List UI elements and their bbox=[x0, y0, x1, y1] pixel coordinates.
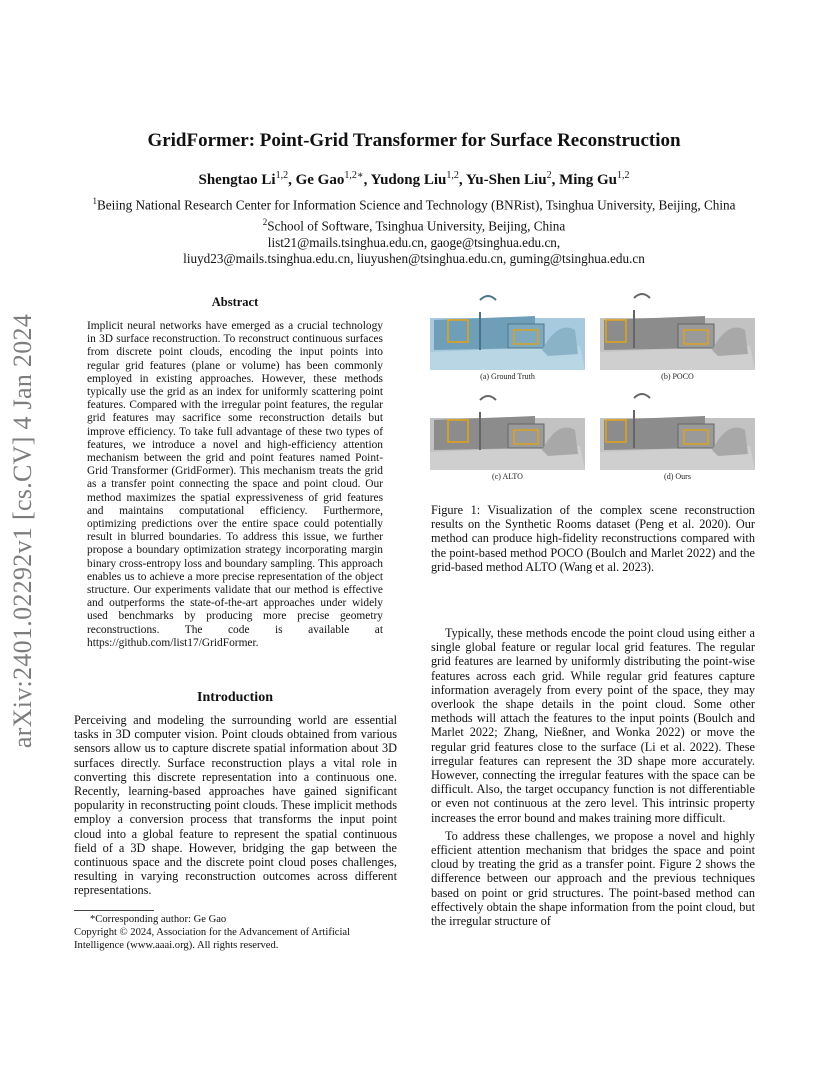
figure-caption: Figure 1: Visualization of the complex scene reconstruction results on the Synthetic Rooms dataset (Peng et al. 2020). Our method can produce high-fidelity reconstructions compared with the point-based method POCO (Boulch and Marlet 2022) and the grid-based method ALTO (Wang et al. 2023). bbox=[431, 503, 755, 574]
author-affiliation-mark: 1,2∗ bbox=[344, 170, 364, 181]
author-name: Yudong Liu bbox=[370, 172, 447, 188]
paper-title: GridFormer: Point-Grid Transformer for Surface Reconstruction bbox=[147, 130, 681, 151]
footnote-rule bbox=[74, 910, 154, 911]
render-image bbox=[430, 390, 585, 470]
author-affiliation-mark: 1,2 bbox=[446, 170, 459, 181]
affiliation-text: School of Software, Tsinghua University, Beijing, China bbox=[267, 218, 566, 234]
email-line: liuyd23@mails.tsinghua.edu.cn, liuyushen@tsinghua.edu.cn, guming@tsinghua.edu.cn bbox=[183, 251, 645, 267]
render-image bbox=[600, 390, 755, 470]
render-image bbox=[600, 290, 755, 370]
subcaption: (a) Ground Truth bbox=[480, 372, 535, 381]
figure-panel-alto bbox=[430, 390, 585, 481]
corresponding-author-note: *Corresponding author: Ge Gao bbox=[90, 914, 227, 925]
footnote bbox=[74, 913, 397, 953]
author-name: Yu-Shen Liu bbox=[465, 172, 547, 188]
affiliations bbox=[0, 193, 828, 268]
introduction-heading: Introduction bbox=[197, 690, 273, 705]
subcaption: (c) ALTO bbox=[492, 472, 523, 481]
abstract-heading: Abstract bbox=[211, 295, 259, 309]
affiliation-mark: 2 bbox=[262, 216, 268, 227]
email-line: list21@mails.tsinghua.edu.cn, gaoge@tsinghua.edu.cn, bbox=[267, 234, 561, 250]
figure-panel-poco bbox=[600, 290, 755, 381]
arxiv-stamp bbox=[2, 296, 44, 766]
affiliation-1 bbox=[0, 193, 828, 214]
paragraph: To address these challenges, we propose a novel and highly efficient attention mechanism that bridges the space and point cloud by treating the grid as a transfer point. Figure 2 shows the difference between our approach and the previous techniques based on point or grid structures. The point-based method can effectively obtain the shape information from the point cloud, but the irregular structure of bbox=[431, 828, 755, 929]
affiliation-mark: 1 bbox=[92, 196, 98, 206]
author-name: Ming Gu bbox=[559, 172, 617, 188]
render-image bbox=[430, 290, 585, 370]
paragraph: Typically, these methods encode the point cloud using either a single global feature or regular local grid features. The regular grid features are learned by uniformly distributing the point-wise features across each grid. While regular grid features capture information averagely from every point of the space, they may overlook the shape details in the point cloud. Some other methods will attach the features to the input points (Boulch and Marlet 2022; Zhang, Nießner, and Wonka 2022) or move the regular grid features close to the surface (Li et al. 2022). These irregular features can represent the 3D shape more accurately. However, connecting the irregular features with the space can be difficult. Also, the target occupancy function is not differentiable or even not continuous at the zero level. This intrinsic property increases the error bound and makes training more difficult. bbox=[431, 626, 755, 825]
affiliation-text: Beiing National Research Center for Information Science and Technology (BNRist), Tsinghua University, Beijing, China bbox=[97, 197, 736, 213]
author-affiliation-mark: 1,2 bbox=[275, 170, 289, 181]
abstract-text: Implicit neural networks have emerged as a crucial technology in 3D surface reconstruction. To reconstruct continuous surfaces from discrete point clouds, encoding the input points into regular grid features (plane or volume) has been commonly employed in existing approaches. However, these methods typically use the grid as an index for uniformly scattering point features. Compared with the irregular point features, the regular grid features may sacrifice some reconstruction details but improve efficiency. To take full advantage of these two types of features, we introduce a novel and high-efficiency attention mechanism between the grid and point features named Point-Grid Transformer (GridFormer). This mechanism treats the grid as a transfer point connecting the space and point cloud. Our method maximizes the spatial expressiveness of grid features and maintains computational efficiency. Furthermore, optimizing predictions over the entire space could potentially result in blurred boundaries. To address this issue, we further propose a boundary optimization strategy incorporating margin binary cross-entropy loss and boundary sampling. This approach enables us to achieve a more precise representation of the object structure. Our experiments validate that our method is effective and outperforms the state-of-the-art approaches under widely used benchmarks by producing more precise geometry reconstructions. The code is available at https://github.com/list17/GridFormer. bbox=[87, 320, 383, 649]
subcaption: (b) POCO bbox=[661, 372, 694, 381]
introduction-body bbox=[74, 713, 397, 898]
arxiv-stamp-text: arXiv:2401.02292v1 [cs.CV] 4 Jan 2024 bbox=[8, 313, 37, 749]
author-affiliation-mark: 1,2 bbox=[617, 170, 630, 181]
affiliation-2 bbox=[0, 214, 828, 235]
paragraph: Perceiving and modeling the surrounding world are essential tasks in 3D computer vision. Point clouds obtained from various sensors allow us to capture discrete spatial information about 3D surfaces directly. Surface reconstruction plays a vital role in converting this discrete representation into a continuous one. Recently, learning-based approaches have gained significant popularity in reconstructing point clouds. These implicit methods employ a conversion process that transforms the input point cloud into a global feature to represent the spatial continuous field of a 3D shape. However, bridging the gap between the continuous space and the discrete point cloud poses challenges, resulting in varying reconstruction outcomes across different representations. bbox=[74, 713, 397, 898]
author-name: Ge Gao bbox=[295, 172, 345, 188]
figure-panel-ground-truth bbox=[430, 290, 585, 381]
subcaption: (d) Ours bbox=[664, 472, 691, 481]
right-column-body bbox=[431, 626, 755, 928]
author-name: Shengtao Li bbox=[198, 172, 276, 188]
author-list: Shengtao Li$^{1,2}$, Ge Gao$^{1,2∗}$, Yudong Liu$^{1,2}$, Yu-Shen Liu$^2$, Ming Gu$^{1,2}$ bbox=[198, 170, 630, 188]
figure-1 bbox=[430, 290, 755, 490]
figure-panel-ours bbox=[600, 390, 755, 481]
author-affiliation-mark: 2 bbox=[546, 170, 552, 181]
copyright-note: Copyright © 2024, Association for the Advancement of Artificial Intelligence (www.aaai.org). All rights reserved. bbox=[74, 927, 351, 952]
